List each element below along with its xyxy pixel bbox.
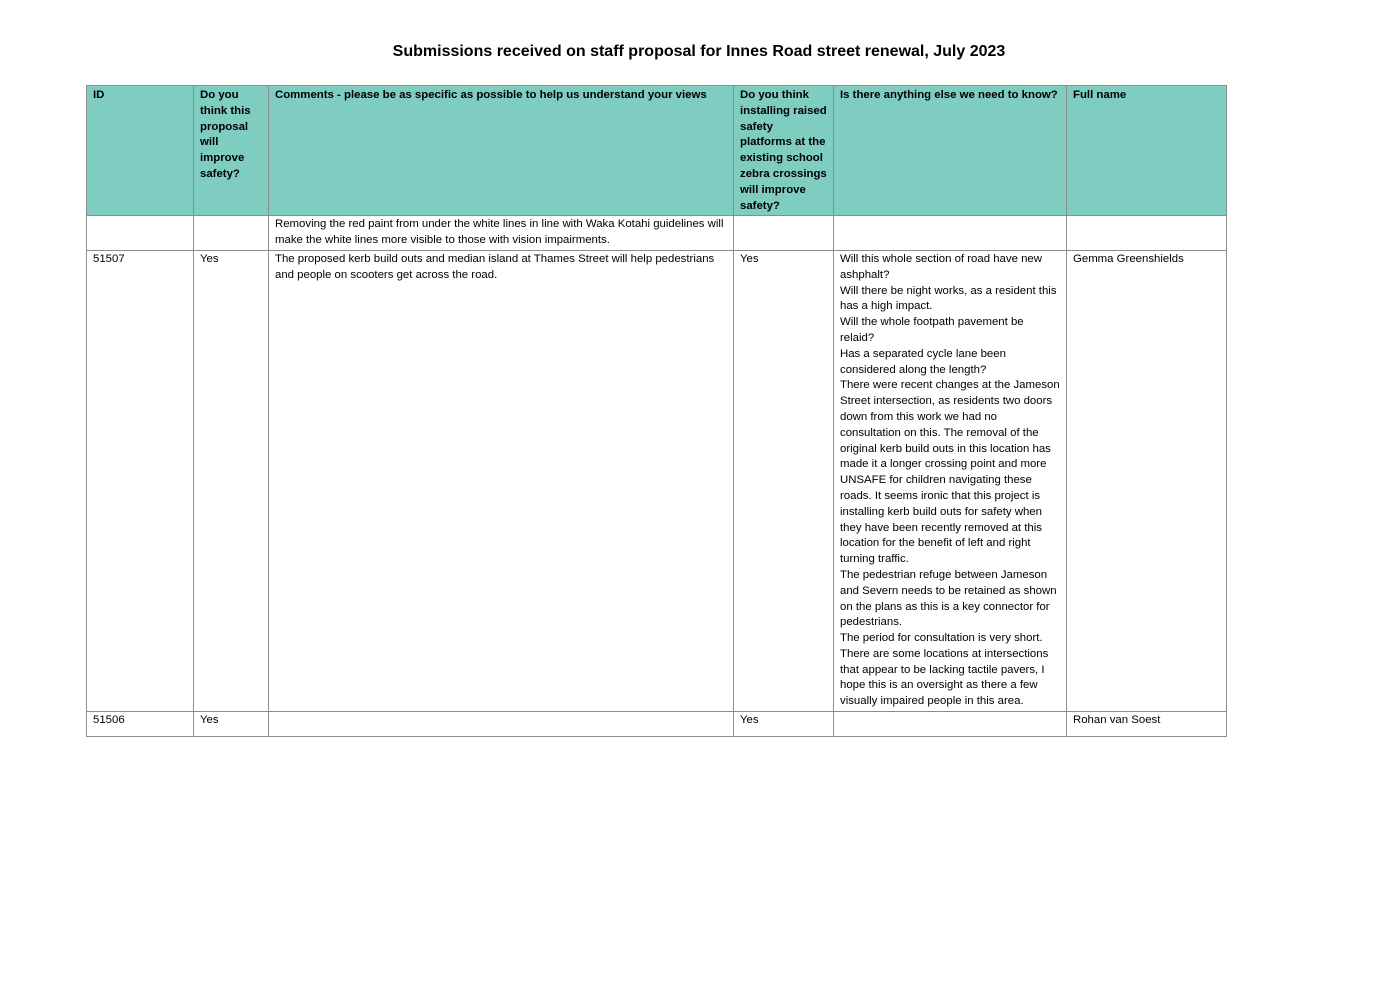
cell-raised-platforms: Yes [734,712,834,737]
table-row [87,250,1227,711]
anything-else-line: Will the whole footpath pavement be relaid? [840,316,1024,344]
column-header-improve-safety: Do you think this proposal will improve safety? [194,86,269,216]
cell-id: 51506 [87,712,194,737]
table-row [87,712,1227,737]
cell-comments: The proposed kerb build outs and median island at Thames Street will help pedestrians and people on scooters get across the road. [269,250,734,711]
cell-improve-safety: Yes [194,250,269,711]
column-header-comments: Comments - please be as specific as possible to help us understand your views [269,86,734,216]
submissions-table [86,85,1227,737]
column-header-raised-platforms: Do you think installing raised safety platforms at the existing school zebra crossings will improve safety? [734,86,834,216]
anything-else-line: Has a separated cycle lane been considered along the length? [840,347,1006,376]
column-header-anything-else: Is there anything else we need to know? [834,86,1067,216]
anything-else-line: Will there be night works, as a resident this has a high impact. [840,284,1057,313]
anything-else-line: There were recent changes at the Jameson Street intersection, as residents two doors down from this work we had no consultation on this. The removal of the original kerb build outs in this location has made it a longer crossing point and more UNSAFE for children navigating these roads. It seems ironic that this project is installing kerb build outs for safety when they have been recently removed at this location for the benefit of left and right turning traffic. [840,379,1060,566]
table-row [87,216,1227,251]
cell-full-name [1067,216,1227,251]
anything-else-line: Will this whole section of road have new ashphalt? [840,252,1042,281]
cell-anything-else [834,712,1067,737]
cell-anything-else [834,216,1067,251]
anything-else-line: There are some locations at intersections that appear to be lacking tactile pavers, I hope this is an oversight as there a few visually impaired people in this area. [840,647,1049,708]
cell-improve-safety: Yes [194,712,269,737]
column-header-full-name: Full name [1067,86,1227,216]
column-header-id: ID [87,86,194,216]
cell-id: 51507 [87,250,194,711]
cell-improve-safety [194,216,269,251]
document-title: Submissions received on staff proposal for Innes Road street renewal, July 2023 [392,43,1006,60]
cell-id [87,216,194,251]
cell-raised-platforms: Yes [734,250,834,711]
table-header-row [87,86,1227,216]
cell-comments: Removing the red paint from under the white lines in line with Waka Kotahi guidelines will make the white lines more visible to those with vision impairments. [269,216,734,251]
anything-else-line: The pedestrian refuge between Jameson and Severn needs to be retained as shown on the plans as this is a key connector for pedestrians. [840,568,1057,629]
cell-full-name: Gemma Greenshields [1067,250,1227,711]
cell-anything-else [834,250,1067,711]
cell-full-name: Rohan van Soest [1067,712,1227,737]
anything-else-line: The period for consultation is very short. [840,632,1043,645]
cell-comments [269,712,734,737]
cell-raised-platforms [734,216,834,251]
